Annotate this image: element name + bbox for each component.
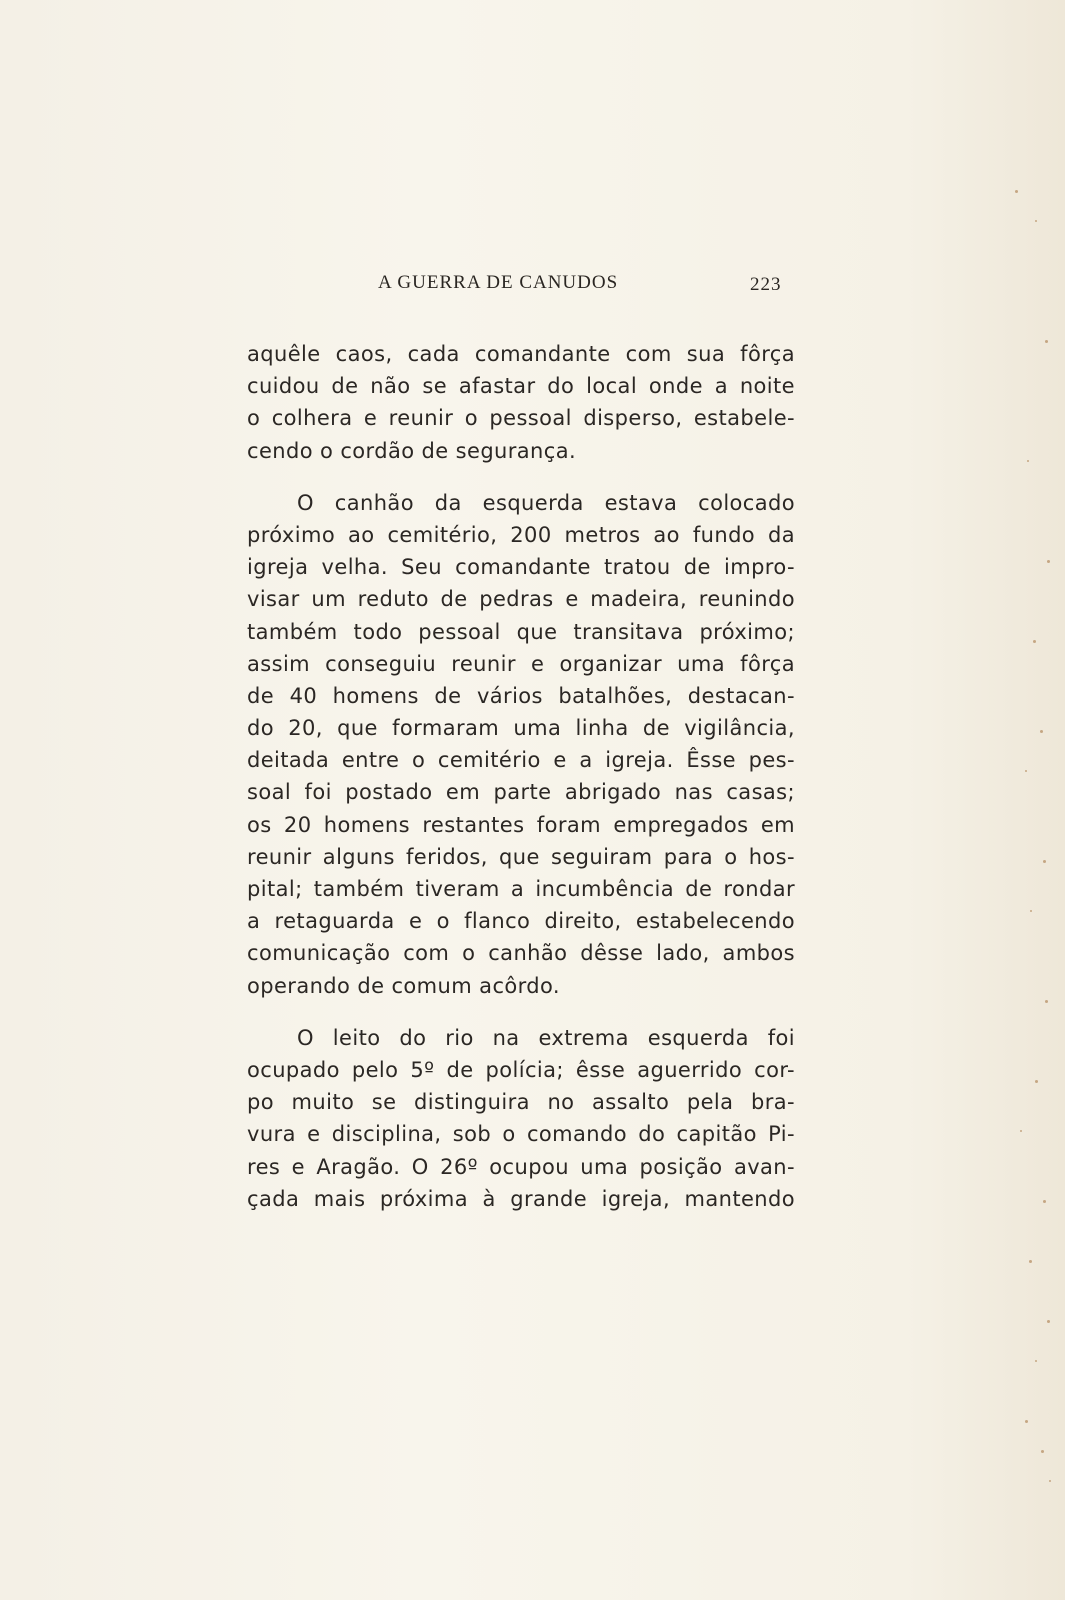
paragraph [247,487,795,1002]
body-text [247,338,795,1235]
text-line: do 20, que formaram uma linha de vigilância, [247,716,795,741]
text-line: res e Aragão. O 26º ocupou uma posição avan- [247,1154,795,1179]
text-line: çada mais próxima à grande igreja, mantendo [247,1186,795,1211]
text-line: cendo o cordão de segurança. [247,438,577,463]
text-line: O canhão da esquerda estava colocado [297,490,795,515]
text-line: também todo pessoal que transitava próximo; [247,619,795,644]
text-line: pital; também tiveram a incumbência de rondar [247,877,795,901]
text-line: os 20 homens restantes foram empregados em [247,812,795,837]
text-line: po muito se distinguira no assalto pela bra- [247,1090,795,1115]
page-number: 223 [750,274,782,295]
text-line: assim conseguiu reunir e organizar uma fôrça [247,651,795,676]
text-line: vura e disciplina, sob o comando do capitão Pi- [247,1122,795,1147]
text-line: aquêle caos, cada comandante com sua fôrça [247,342,795,366]
text-line: a retaguarda e o flanco direito, estabelecendo [247,909,795,934]
running-title: A GUERRA DE CANUDOS [378,272,619,293]
paragraph [247,338,795,467]
text-line: de 40 homens de vários batalhões, destacan- [247,683,795,708]
text-line: deitada entre o cemitério e a igreja. Êsse pes- [247,748,795,773]
text-line: soal foi postado em parte abrigado nas casas; [247,780,795,805]
text-line: reunir alguns feridos, que seguiram para o hos- [247,844,795,869]
text-line: comunicação com o canhão dêsse lado, ambos [247,941,795,966]
text-line: ocupado pelo 5º de polícia; êsse aguerrido cor- [247,1057,795,1082]
text-line: cuidou de não se afastar do local onde a noite [247,374,795,399]
paragraph [247,1022,795,1215]
text-line: visar um reduto de pedras e madeira, reunindo [247,587,795,612]
text-line: operando de comum acôrdo. [247,973,560,998]
text-line: O leito do rio na extrema esquerda foi [297,1025,795,1050]
text-line: igreja velha. Seu comandante tratou de impro- [247,555,795,580]
text-line: o colhera e reunir o pessoal disperso, estabele- [247,406,795,431]
text-line: próximo ao cemitério, 200 metros ao fundo da [247,522,795,547]
paper-foxing-stains [985,160,1065,1600]
